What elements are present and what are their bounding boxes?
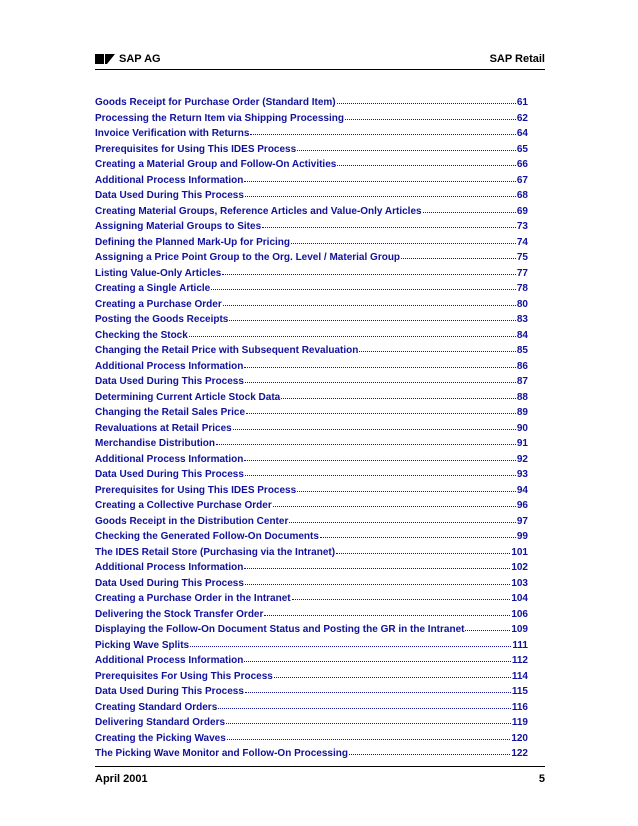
toc-entry-title: Additional Process Information bbox=[95, 562, 244, 573]
toc-entry[interactable] bbox=[95, 468, 528, 484]
toc-entry-page: 101 bbox=[511, 546, 528, 558]
toc-entry-page: 73 bbox=[516, 221, 528, 232]
toc-entry-page: 65 bbox=[516, 143, 528, 155]
toc-entry[interactable] bbox=[95, 685, 528, 701]
toc-leader-dots bbox=[246, 405, 516, 414]
toc-entry[interactable] bbox=[95, 236, 528, 252]
toc-entry-page: 61 bbox=[516, 97, 528, 108]
toc-entry[interactable] bbox=[95, 592, 528, 608]
toc-leader-dots bbox=[227, 731, 511, 740]
toc-entry-title: Prerequisites for Using This IDES Process bbox=[95, 143, 297, 155]
toc-leader-dots bbox=[244, 452, 516, 461]
toc-leader-dots bbox=[262, 219, 516, 228]
toc-entry[interactable] bbox=[95, 344, 528, 360]
toc-entry[interactable] bbox=[95, 158, 528, 174]
toc-entry-page: 85 bbox=[516, 345, 528, 356]
toc-leader-dots bbox=[233, 421, 516, 430]
toc-entry-page: 103 bbox=[511, 577, 528, 589]
toc-leader-dots bbox=[273, 498, 516, 507]
toc-entry-title: Changing the Retail Price with Subsequent Revaluation bbox=[95, 345, 359, 356]
toc-entry-title: Assigning Material Groups to Sites bbox=[95, 221, 262, 232]
toc-entry-page: 102 bbox=[511, 562, 528, 573]
toc-leader-dots bbox=[337, 157, 516, 166]
toc-entry-page: 99 bbox=[516, 531, 528, 542]
toc-entry-title: Checking the Generated Follow-On Documents bbox=[95, 531, 319, 542]
toc-leader-dots bbox=[218, 700, 511, 709]
toc-leader-dots bbox=[229, 312, 516, 321]
toc-entry[interactable] bbox=[95, 313, 528, 329]
toc-entry-title: Creating a Collective Purchase Order bbox=[95, 500, 272, 511]
toc-entry[interactable] bbox=[95, 577, 528, 593]
toc-leader-dots bbox=[190, 638, 511, 647]
toc-entry[interactable] bbox=[95, 716, 528, 732]
toc-entry-page: 83 bbox=[516, 314, 528, 325]
toc-entry[interactable] bbox=[95, 174, 528, 190]
toc-leader-dots bbox=[244, 560, 510, 569]
toc-entry-title: Delivering Standard Orders bbox=[95, 717, 226, 728]
toc-entry-title: Goods Receipt for Purchase Order (Standard Item) bbox=[95, 97, 336, 108]
toc-leader-dots bbox=[226, 715, 511, 724]
toc-leader-dots bbox=[189, 328, 516, 337]
toc-entry-title: The Picking Wave Monitor and Follow-On Processing bbox=[95, 748, 348, 759]
toc-entry-title: Merchandise Distribution bbox=[95, 438, 216, 449]
toc-entry[interactable] bbox=[95, 406, 528, 422]
toc-entry-page: 114 bbox=[511, 670, 528, 682]
toc-entry-title: Posting the Goods Receipts bbox=[95, 314, 229, 325]
toc-entry-title: Creating Material Groups, Reference Articles and Value-Only Articles bbox=[95, 205, 422, 217]
toc-entry-page: 75 bbox=[516, 252, 528, 263]
company-logo bbox=[95, 53, 161, 65]
toc-entry[interactable] bbox=[95, 670, 528, 686]
toc-entry-page: 94 bbox=[516, 484, 528, 496]
company-name: SAP AG bbox=[119, 53, 161, 65]
toc-entry-page: 69 bbox=[516, 205, 528, 217]
toc-leader-dots bbox=[320, 529, 516, 538]
toc-entry[interactable] bbox=[95, 298, 528, 314]
toc-entry-title: Data Used During This Process bbox=[95, 469, 244, 480]
toc-entry-page: 68 bbox=[516, 190, 528, 201]
toc-entry[interactable] bbox=[95, 360, 528, 376]
toc-leader-dots bbox=[245, 188, 516, 197]
toc-entry[interactable] bbox=[95, 561, 528, 577]
page-number: 5 bbox=[538, 773, 545, 785]
toc-entry-title: Changing the Retail Sales Price bbox=[95, 407, 246, 418]
toc-entry-title: Invoice Verification with Returns bbox=[95, 128, 250, 139]
toc-entry[interactable] bbox=[95, 484, 528, 500]
product-name: SAP Retail bbox=[489, 53, 545, 65]
toc-entry[interactable] bbox=[95, 251, 528, 267]
toc-entry-page: 96 bbox=[516, 500, 528, 511]
toc-entry[interactable] bbox=[95, 127, 528, 143]
toc-entry-page: 111 bbox=[512, 639, 528, 651]
toc-entry-page: 87 bbox=[516, 376, 528, 387]
footer-divider bbox=[95, 766, 545, 767]
toc-entry-page: 120 bbox=[511, 732, 528, 744]
toc-entry-page: 67 bbox=[516, 174, 528, 186]
toc-entry-page: 93 bbox=[516, 469, 528, 480]
toc-entry-page: 97 bbox=[516, 515, 528, 527]
toc-entry-page: 115 bbox=[511, 686, 528, 697]
toc-entry[interactable] bbox=[95, 654, 528, 670]
toc-entry[interactable] bbox=[95, 282, 528, 298]
toc-entry-page: 91 bbox=[516, 438, 528, 449]
toc-leader-dots bbox=[250, 126, 515, 135]
toc-entry-title: Data Used During This Process bbox=[95, 577, 244, 589]
toc-entry-title: Data Used During This Process bbox=[95, 190, 244, 201]
toc-entry-title: Prerequisites For Using This Process bbox=[95, 670, 273, 682]
toc-leader-dots bbox=[244, 359, 516, 368]
toc-entry-title: Creating a Purchase Order in the Intranet bbox=[95, 593, 291, 604]
page-header bbox=[95, 52, 545, 68]
toc-entry-title: Additional Process Information bbox=[95, 453, 244, 465]
toc-entry-title: Revaluations at Retail Prices bbox=[95, 422, 232, 434]
toc-entry[interactable] bbox=[95, 220, 528, 236]
toc-entry-page: 122 bbox=[511, 748, 528, 759]
toc-leader-dots bbox=[359, 343, 516, 352]
toc-entry-title: Delivering the Stock Transfer Order bbox=[95, 608, 264, 620]
toc-entry-title: Data Used During This Process bbox=[95, 376, 244, 387]
toc-leader-dots bbox=[244, 173, 516, 182]
toc-entry-page: 92 bbox=[516, 453, 528, 465]
toc-entry[interactable] bbox=[95, 701, 528, 717]
toc-leader-dots bbox=[245, 467, 516, 476]
toc-leader-dots bbox=[337, 95, 516, 104]
toc-entry-title: Displaying the Follow-On Document Status and Posting the GR in the Intranet bbox=[95, 624, 465, 635]
toc-entry-page: 106 bbox=[511, 608, 528, 620]
toc-entry-page: 84 bbox=[516, 329, 528, 341]
toc-entry[interactable] bbox=[95, 189, 528, 205]
toc-entry[interactable] bbox=[95, 329, 528, 345]
toc-entry-title: Checking the Stock bbox=[95, 329, 188, 341]
toc-entry[interactable] bbox=[95, 453, 528, 469]
toc-leader-dots bbox=[245, 684, 511, 693]
toc-entry[interactable] bbox=[95, 422, 528, 438]
toc-entry-title: The IDES Retail Store (Purchasing via the Intranet) bbox=[95, 546, 336, 558]
toc-entry-page: 77 bbox=[516, 267, 528, 279]
toc-leader-dots bbox=[401, 250, 516, 259]
sap-logo-icon bbox=[95, 54, 115, 64]
footer-date: April 2001 bbox=[95, 773, 148, 785]
toc-leader-dots bbox=[222, 266, 516, 275]
toc-entry[interactable] bbox=[95, 499, 528, 515]
toc-entry[interactable] bbox=[95, 143, 528, 159]
toc-leader-dots bbox=[216, 436, 516, 445]
toc-entry[interactable] bbox=[95, 375, 528, 391]
toc-entry-page: 74 bbox=[516, 236, 528, 248]
toc-entry-title: Goods Receipt in the Distribution Center bbox=[95, 515, 289, 527]
toc-entry-page: 116 bbox=[511, 701, 528, 713]
toc-leader-dots bbox=[336, 545, 510, 554]
toc-entry-page: 80 bbox=[516, 298, 528, 310]
toc-entry-title: Prerequisites for Using This IDES Process bbox=[95, 484, 297, 496]
toc-entry-page: 109 bbox=[511, 624, 528, 635]
toc-entry-title: Additional Process Information bbox=[95, 174, 244, 186]
toc-entry-page: 104 bbox=[511, 593, 528, 604]
toc-entry-title: Creating a Material Group and Follow-On Activities bbox=[95, 159, 337, 170]
toc-entry-title: Listing Value-Only Articles bbox=[95, 267, 222, 279]
toc-entry-title: Additional Process Information bbox=[95, 360, 244, 372]
toc-leader-dots bbox=[345, 111, 516, 120]
toc-entry-page: 90 bbox=[516, 422, 528, 434]
toc-leader-dots bbox=[245, 374, 516, 383]
toc-entry-title: Creating a Single Article bbox=[95, 283, 211, 294]
toc-entry-title: Creating Standard Orders bbox=[95, 701, 218, 713]
toc-entry-page: 112 bbox=[511, 655, 528, 666]
toc-entry-title: Additional Process Information bbox=[95, 655, 244, 666]
toc-entry-page: 62 bbox=[516, 112, 528, 124]
toc-leader-dots bbox=[349, 746, 510, 755]
toc-entry[interactable] bbox=[95, 96, 528, 112]
toc-leader-dots bbox=[264, 607, 510, 616]
toc-entry-page: 86 bbox=[516, 360, 528, 372]
toc-entry[interactable] bbox=[95, 623, 528, 639]
toc-leader-dots bbox=[423, 204, 516, 213]
toc-entry[interactable] bbox=[95, 546, 528, 562]
toc-entry-title: Defining the Planned Mark-Up for Pricing bbox=[95, 236, 291, 248]
toc-leader-dots bbox=[223, 297, 516, 306]
toc-entry-title: Picking Wave Splits bbox=[95, 639, 190, 651]
toc-entry[interactable] bbox=[95, 267, 528, 283]
toc-entry-page: 64 bbox=[516, 128, 528, 139]
toc-entry[interactable] bbox=[95, 391, 528, 407]
toc-entry[interactable] bbox=[95, 747, 528, 763]
toc-leader-dots bbox=[292, 591, 511, 600]
toc-leader-dots bbox=[244, 653, 511, 662]
toc-entry-page: 88 bbox=[516, 391, 528, 403]
toc-leader-dots bbox=[291, 235, 516, 244]
toc-leader-dots bbox=[289, 514, 516, 523]
toc-entry-title: Assigning a Price Point Group to the Org. Level / Material Group bbox=[95, 252, 401, 263]
toc-entry[interactable] bbox=[95, 530, 528, 546]
toc-entry-page: 78 bbox=[516, 283, 528, 294]
toc-entry[interactable] bbox=[95, 608, 528, 624]
toc-leader-dots bbox=[245, 576, 510, 585]
toc-entry-title: Processing the Return Item via Shipping Processing bbox=[95, 112, 344, 124]
toc-leader-dots bbox=[274, 669, 511, 678]
toc-entry[interactable] bbox=[95, 515, 528, 531]
toc-entry[interactable] bbox=[95, 437, 528, 453]
toc-leader-dots bbox=[211, 281, 516, 290]
toc-leader-dots bbox=[297, 142, 516, 151]
toc-leader-dots bbox=[465, 622, 510, 631]
toc-entry[interactable] bbox=[95, 205, 528, 221]
toc-entry-title: Creating a Purchase Order bbox=[95, 298, 222, 310]
toc-entry-title: Creating the Picking Waves bbox=[95, 732, 226, 744]
toc-entry-page: 119 bbox=[511, 717, 528, 728]
toc-entry-page: 89 bbox=[516, 407, 528, 418]
toc-entry-page: 66 bbox=[516, 159, 528, 170]
toc-entry-title: Determining Current Article Stock Data bbox=[95, 391, 281, 403]
toc-entry-title: Data Used During This Process bbox=[95, 686, 244, 697]
header-divider bbox=[95, 69, 545, 70]
toc-leader-dots bbox=[297, 483, 516, 492]
toc-entry[interactable] bbox=[95, 732, 528, 748]
toc-entry[interactable] bbox=[95, 639, 528, 655]
toc-entry[interactable] bbox=[95, 112, 528, 128]
toc-leader-dots bbox=[281, 390, 516, 399]
table-of-contents bbox=[95, 96, 528, 763]
